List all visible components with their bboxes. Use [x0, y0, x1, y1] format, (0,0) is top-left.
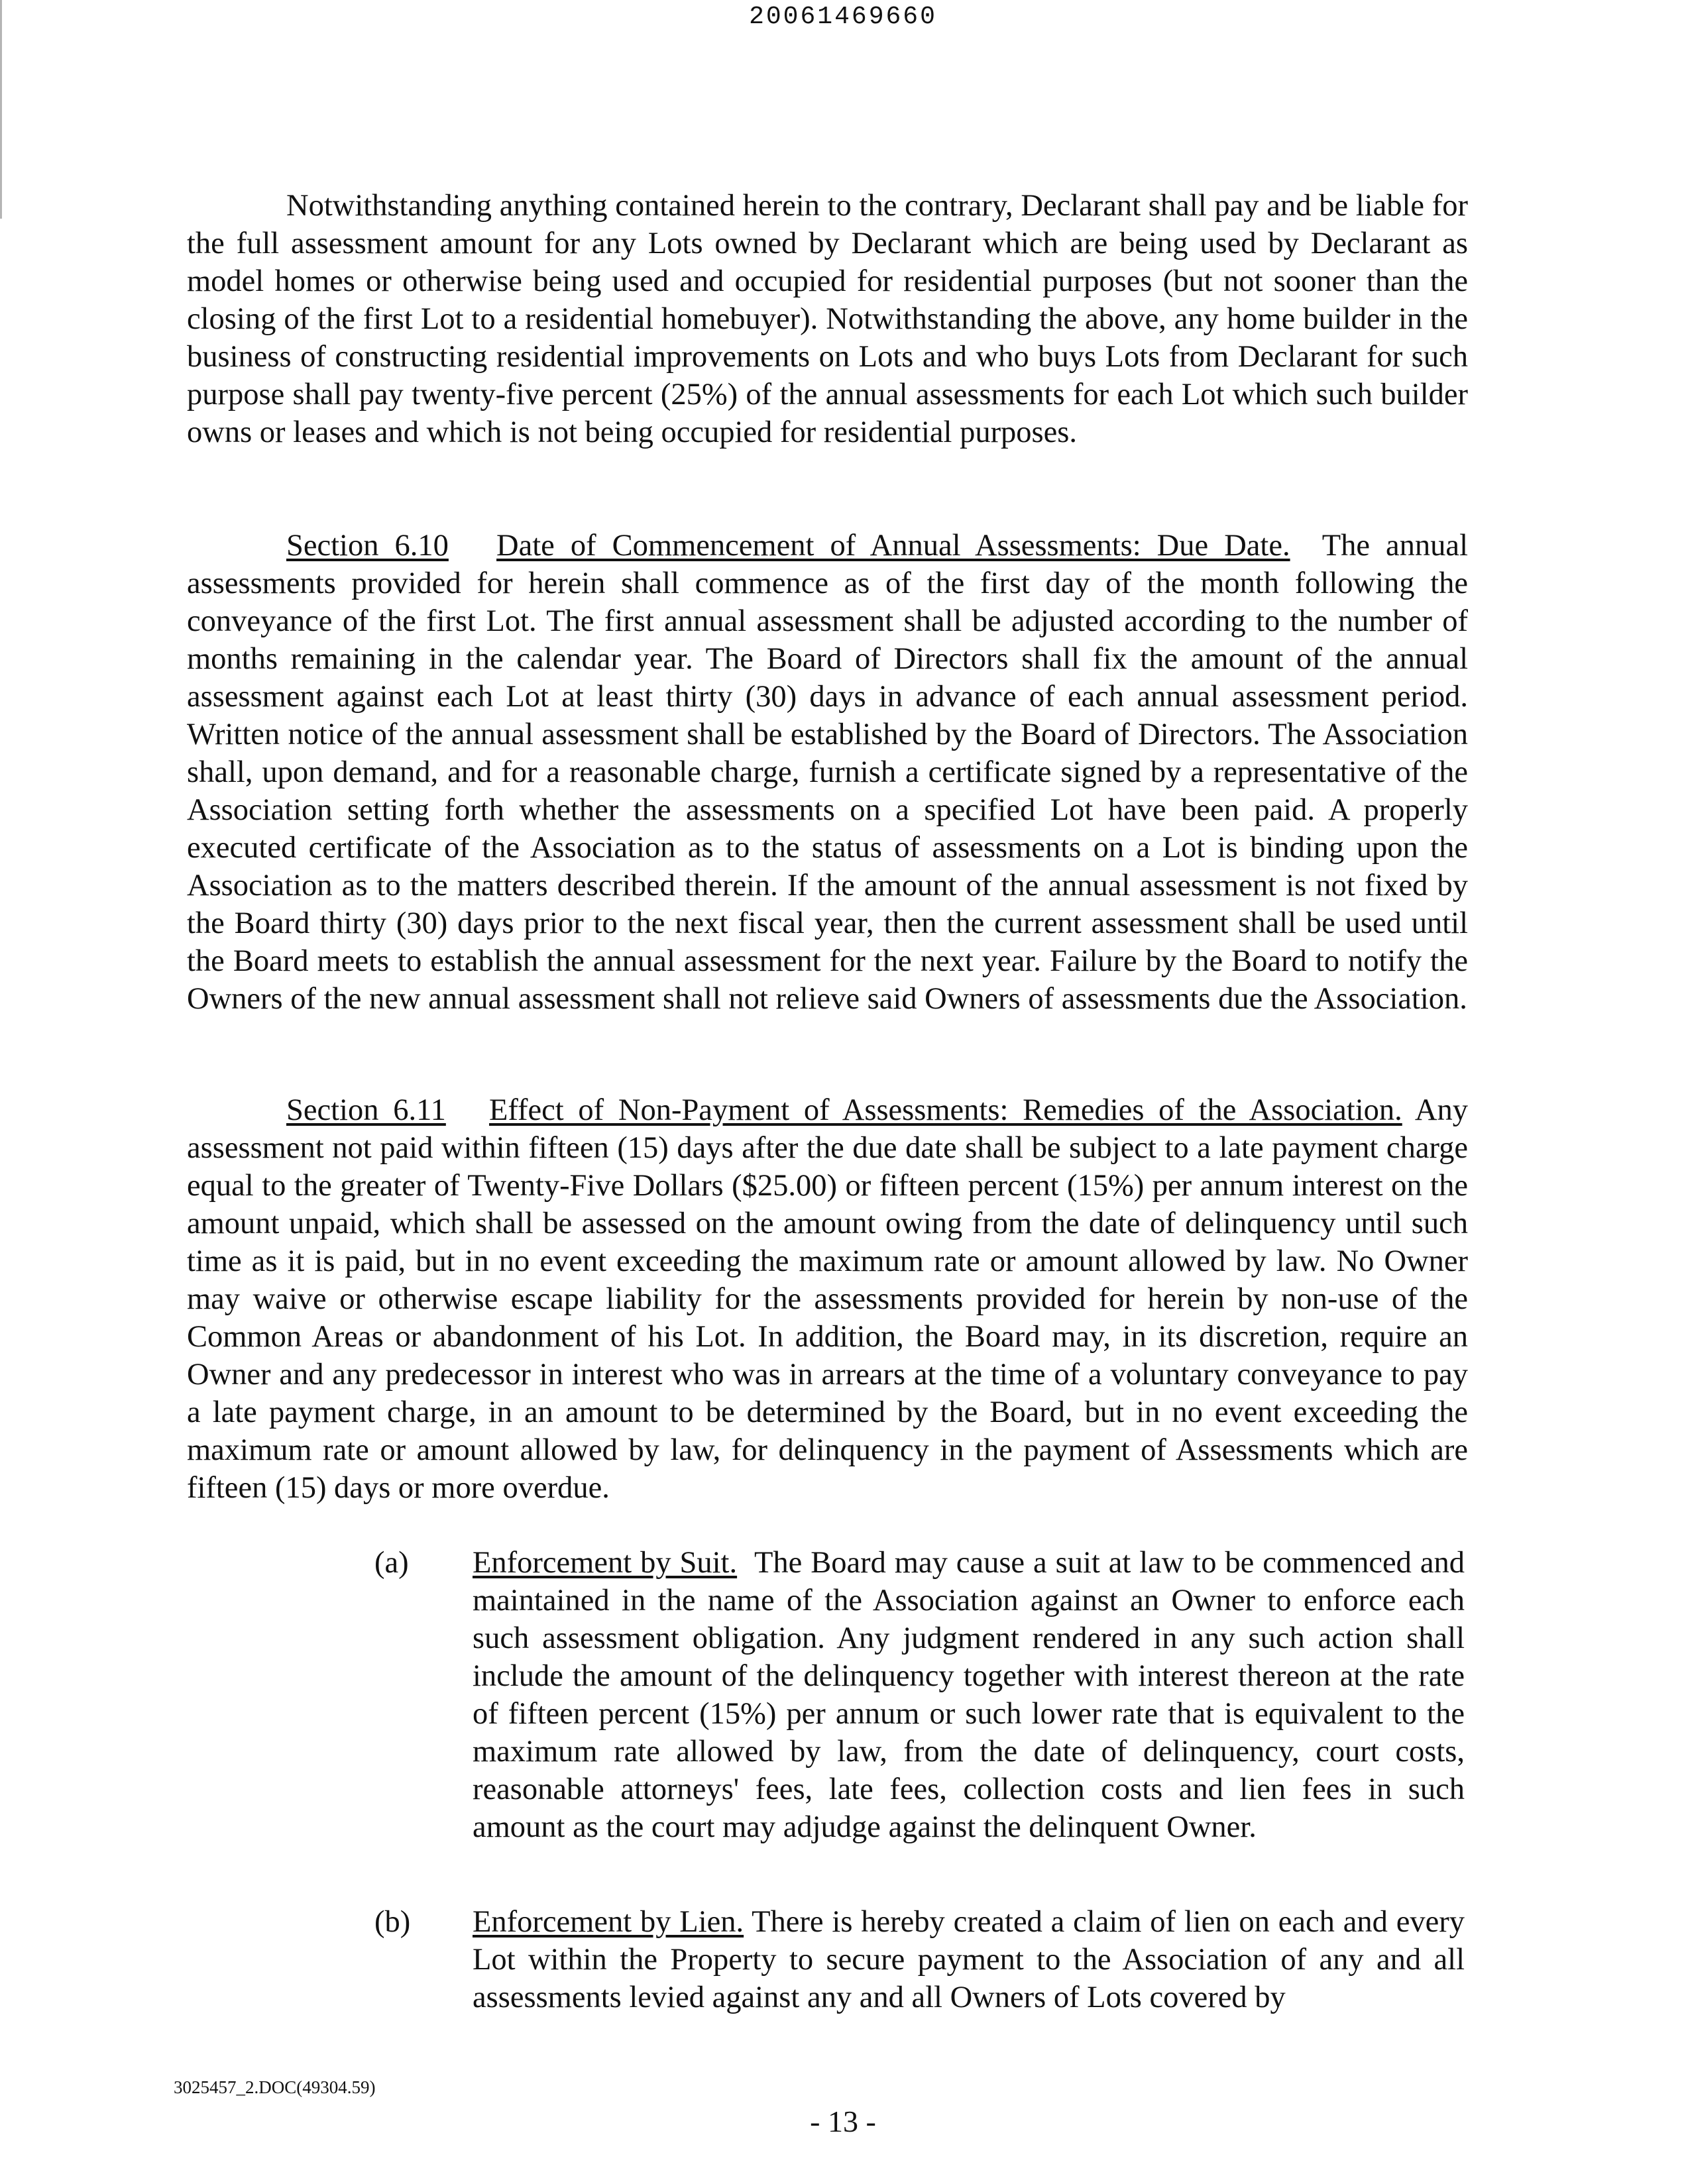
- section-6-10: [187, 527, 1468, 1018]
- item-b-text: There is hereby created a claim of lien on each and every Lot within the Property to secure payment to the Association of any and all assessments levied against any and all Owners of Lots covered by: [473, 1905, 1465, 2014]
- section-6-11-title: Effect of Non-Payment of Assessments: Remedies of the Association.: [488, 1093, 1402, 1127]
- item-b-title: Enforcement by Lien.: [473, 1905, 744, 1939]
- item-a-title: Enforcement by Suit.: [473, 1546, 738, 1580]
- scan-edge-mark: [0, 0, 2, 219]
- item-b-body: [473, 1903, 1465, 2016]
- section-6-11: [187, 1091, 1468, 1507]
- item-enforcement-by-lien: [374, 1903, 1465, 2016]
- item-b-marker: (b): [374, 1905, 411, 1939]
- section-6-10-text: The annual assessments provided for herein shall commence as of the first day of the month following the conveyance of the first Lot. The first annual assessment shall be adjusted according to the number of months remaining in the calendar year. The Board of Directors shall fix the amount of the annual assessment against each Lot at least thirty (30) days in advance of each annual assessment period. Written notice of the annual assessment shall be established by the Board of Directors. The Association shall, upon demand, and for a reasonable charge, furnish a certificate signed by a representative of the Association setting forth whether the assessments on a specified Lot have been paid. A properly executed certificate of the Association as to the status of assessments on a Lot is binding upon the Association as to the matters described therein. If the amount of the annual assessment is not fixed by the Board thirty (30) days prior to the next fiscal year, then the current assessment shall be used until the Board meets to establish the annual assessment for the next year. Failure by the Board to notify the Owners of the new annual assessment shall not relieve said Owners of assessments due the Association.: [187, 529, 1468, 1016]
- section-6-10-number: Section 6.10: [286, 529, 449, 563]
- item-a-body: [473, 1544, 1465, 1846]
- item-enforcement-by-suit: [374, 1544, 1465, 1846]
- section-6-11-text: Any assessment not paid within fifteen (15) days after the due date shall be subject to a late payment charge equal to the greater of Twenty-Five Dollars ($25.00) or fifteen percent (15%) per annum interest on the amount unpaid, which shall be assessed on the amount owing from the date of delinquency until such time as it is paid, but in no event exceeding the maximum rate or amount allowed by law. No Owner may waive or otherwise escape liability for the assessments provided for herein by non-use of the Common Areas or abandonment of his Lot. In addition, the Board may, in its discretion, require an Owner and any predecessor in interest who was in arrears at the time of a voluntary conveyance to pay a late payment charge, in an amount to be determined by the Board, but in no event exceeding the maximum rate or amount allowed by law, for delinquency in the payment of Assessments which are fifteen (15) days or more overdue.: [187, 1093, 1468, 1505]
- item-a-marker: (a): [374, 1546, 409, 1580]
- item-a-text: The Board may cause a suit at law to be commenced and maintained in the name of the Association against an Owner to enforce each such assessment obligation. Any judgment rendered in any such action shall include the amount of the delinquency together with interest thereon at the rate of fifteen percent (15%) per annum or such lower rate that is equivalent to the maximum rate allowed by law, from the date of delinquency, court costs, reasonable attorneys' fees, late fees, collection costs and lien fees in such amount as the court may adjudge against the delinquent Owner.: [473, 1546, 1465, 1844]
- paragraph-declarant-assessment-text: Notwithstanding anything contained herein to the contrary, Declarant shall pay and be liable for the full assessment amount for any Lots owned by Declarant which are being used by Declarant as model homes or otherwise being used and occupied for residential purposes (but not sooner than the closing of the first Lot to a residential homebuyer). Notwithstanding the above, any home builder in the business of constructing residential improvements on Lots and who buys Lots from Declarant for such purpose shall pay twenty-five percent (25%) of the annual assessments for each Lot which such builder owns or leases and which is not being occupied for residential purposes.: [187, 189, 1468, 449]
- section-6-11-number: Section 6.11: [286, 1093, 446, 1127]
- section-6-11-paragraph: [187, 1091, 1468, 1507]
- page-number: - 13 -: [810, 2104, 876, 2138]
- section-6-10-paragraph: [187, 527, 1468, 1018]
- paragraph-declarant-assessment: [187, 187, 1468, 451]
- section-6-10-title: Date of Commencement of Annual Assessments: Due Date.: [496, 529, 1290, 563]
- document-recording-number: 20061469660: [749, 3, 937, 31]
- footer-document-reference: 3025457_2.DOC(49304.59): [174, 2077, 376, 2097]
